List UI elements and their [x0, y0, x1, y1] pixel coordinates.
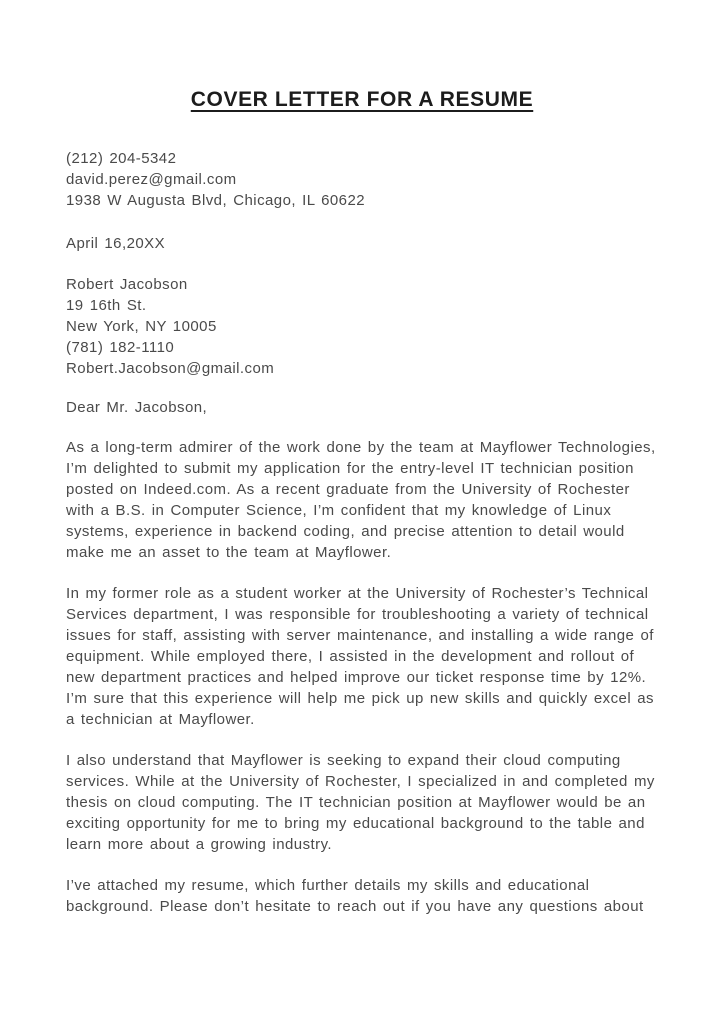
- recipient-name: Robert Jacobson: [66, 276, 188, 293]
- recipient-street: 19 16th St.: [66, 297, 147, 314]
- paragraph-cloud-computing: I also understand that Mayflower is seeking to expand their cloud computing services. While at the University of Rochester, I specialized in and completed my thesis on cloud computing. The IT technician position at Mayflower would be an exciting opportunity for me to bring my educational background to the table and learn more about a growing industry.: [66, 752, 655, 853]
- recipient-block: [66, 274, 658, 379]
- paragraph-experience: In my former role as a student worker at the University of Rochester’s Technical Services department, I was responsible for troubleshooting a variety of technical issues for staff, assisting with server maintenance, and installing a wide range of equipment. While employed there, I assisted in the development and rollout of new department practices and helped improve our ticket response time by 12%. I’m sure that this experience will help me pick up new skills and quickly excel as a technician at Mayflower.: [66, 585, 654, 728]
- sender-address: 1938 W Augusta Blvd, Chicago, IL 60622: [66, 192, 366, 209]
- sender-contact-block: [66, 148, 658, 211]
- salutation: Dear Mr. Jacobson,: [66, 399, 208, 416]
- paragraph-introduction: As a long-term admirer of the work done by the team at Mayflower Technologies, I’m delighted to submit my application for the entry-level IT technician position posted on Indeed.com. As a recent graduate from the University of Rochester with a B.S. in Computer Science, I’m confident that my knowledge of Linux systems, experience in backend coding, and precise attention to detail would make me an asset to the team at Mayflower.: [66, 439, 656, 561]
- recipient-phone: (781) 182-1110: [66, 339, 175, 356]
- recipient-email: Robert.Jacobson@gmail.com: [66, 360, 275, 377]
- paragraph-closing: I’ve attached my resume, which further details my skills and educational background. Please don’t hesitate to reach out if you have any questions about: [66, 877, 644, 915]
- letter-date: April 16,20XX: [66, 235, 166, 252]
- recipient-city: New York, NY 10005: [66, 318, 217, 335]
- document-title: COVER LETTER FOR A RESUME: [190, 88, 534, 111]
- sender-email: david.perez@gmail.com: [66, 171, 237, 188]
- sender-phone: (212) 204-5342: [66, 150, 177, 167]
